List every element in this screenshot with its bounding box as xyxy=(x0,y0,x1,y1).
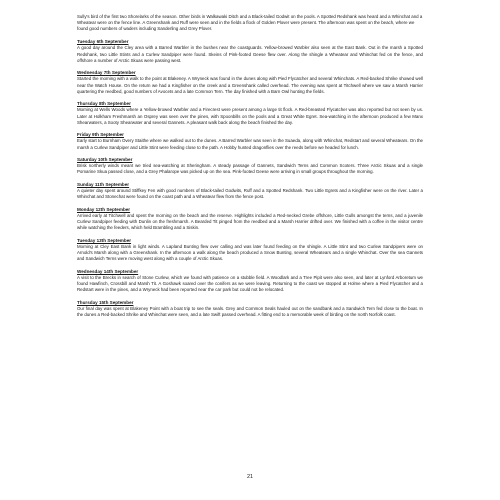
diary-entry xyxy=(77,300,423,318)
entry-body: Brisk northerly winds meant we tried sea-watching at Sheringham. A steady passage of Gannets, Sandwich Terns and Common Scoters. Three Arctic Skuas and a single Pomarine Skua passed close, and a Grey Phalarope was picked up on the sea. Pink-footed Geese were arriving in small groups throughout the morning. xyxy=(77,163,423,175)
diary-entry xyxy=(77,132,423,150)
entry-heading: Wednesday 14th September xyxy=(77,268,139,274)
entry-heading: Wednesday 7th September xyxy=(77,70,136,76)
diary-entry xyxy=(77,207,423,231)
entry-heading: Tuesday 13th September xyxy=(77,237,132,243)
entry-body: Arrived early at Titchwell and spent the morning on the beach and the reserve. Highlights included a Red-necked Grebe offshore, Little Gulls amongst the terns, and a juvenile Curlew Sandpiper feeding with Dunlin on the freshmarsh. A Bearded Tit pinged from the reedbed and a Marsh Harrier drifted over. We finished with a coffee in the visitor centre while watching the feeders, which held Brambling and a Siskin. xyxy=(77,212,423,231)
entry-body: Started the morning with a walk to the point at Blakeney. A Wryneck was found in the dunes along with Pied Flycatcher and several Whinchats. A Red-backed Shrike showed well near the Watch House. On the return we had a Kingfisher on the creek and a Greenshank called overhead. The evening was spent at Titchwell where we saw a Marsh Harrier quartering the reedbed, good numbers of Avocets and a late Common Tern. The day finished with a Barn Owl hunting the fields. xyxy=(77,76,423,94)
entry-heading: Thursday 15th September xyxy=(77,299,134,305)
diary-entry xyxy=(77,70,423,94)
page-content xyxy=(77,14,423,325)
entry-body: Morning at Cley East Bank in light winds. A Lapland Bunting flew over calling and was later found feeding on the shingle. A Little Stint and two Curlew Sandpipers were on Arnold's Marsh along with a Greenshank. In the afternoon a walk along the beach produced a Snow Bunting, several Wheatears and a single Whinchat. Over the sea Gannets and Sandwich Terns were moving west along with a couple of Arctic Skuas. xyxy=(77,243,423,262)
diary-entry xyxy=(77,101,423,125)
entry-body: Early start to Burnham Overy Staithe where we walked out to the dunes. A Barred Warbler was seen in the Suaeda, along with Whinchat, Redstart and several Wheatears. On the marsh a Curlew Sandpiper and Little Stint were feeding close to the path. A Hobby hunted dragonflies over the reeds before we headed for lunch. xyxy=(77,138,423,150)
diary-entry xyxy=(77,182,423,200)
intro-paragraph: Sully's bird of the first two Shorelarks of the season. Other birds in Walkawaki Ditch and a Black-tailed Godwit on the pools. A Spotted Redshank was heard and a Whinchat and a Wheatear were on the fence line. A Greenshank and Ruff were seen and in the fields a flock of Golden Plover were present. The afternoon was spent on the beach, where we found good numbers of waders including Sanderling and Grey Plover. xyxy=(77,14,423,32)
entry-heading: Tuesday 6th September xyxy=(77,39,129,45)
entry-heading: Saturday 10th September xyxy=(77,157,133,163)
entry-body: Our final day was spent at Blakeney Point with a boat trip to see the seals. Grey and Common Seals hauled out on the sandbank and a Sandwich Tern fed close to the boat. In the dunes a Red-backed Shrike and Whinchat were seen, and a late Swift passed overhead. A fitting end to a memorable week of birding on the north Norfolk coast. xyxy=(77,305,423,317)
page-number: 21 xyxy=(246,474,254,480)
diary-entry xyxy=(77,39,423,63)
entry-heading: Thursday 8th September xyxy=(77,101,131,107)
entry-body: A visit to the Brecks in search of Stone Curlew, which we found with patience on a stubble field. A Woodlark and a Tree Pipit were also seen, and later at Lynford Arboretum we found Hawfinch, Crossbill and Marsh Tit. A Goshawk soared over the conifers as we were leaving. Returning to the coast we stopped at Holme where a Pied Flycatcher and a Redstart were in the pines, and a Wryneck had been reported near the car park but could not be relocated. xyxy=(77,274,423,293)
entry-body: Morning at Wells Woods where a Yellow-browed Warbler and a Firecrest were present among a large tit flock. A Red-breasted Flycatcher was also reported but not seen by us. Later at Holkham Freshmarsh an Osprey was seen over the pines, with Spoonbills on the pools and a Great White Egret. Sea-watching in the afternoon produced a few Manx Shearwaters, a Sooty Shearwater and several Gannets. A pleasant walk back along the beach finished the day. xyxy=(77,107,423,125)
diary-entry xyxy=(77,269,423,293)
entry-body: A good day around the Cley area with a Barred Warbler in the bushes near the coastguards. Yellow-browed Warbler also seen at the East Bank. Out in the marsh a Spotted Redshank, two Little Stints and a Curlew Sandpiper were found. Skeins of Pink-footed Geese flew over. Along the shingle a Wheatear and Whinchat fed on the fence, and offshore a number of Arctic Skuas were passing west. xyxy=(77,45,423,63)
entry-heading: Monday 12th September xyxy=(77,206,131,212)
entry-heading: Friday 9th September xyxy=(77,132,124,138)
diary-entry xyxy=(77,238,423,262)
entry-body: A quieter day spent around Stiffkey Fen with good numbers of Black-tailed Godwits, Ruff and a Spotted Redshank. Two Little Egrets and a Kingfisher were on the river. Later a Whinchat and Stonechat were found on the coast path and a Wheatear flew from the fence post. xyxy=(77,188,423,200)
diary-entry xyxy=(77,157,423,175)
entry-heading: Sunday 11th September xyxy=(77,182,130,187)
